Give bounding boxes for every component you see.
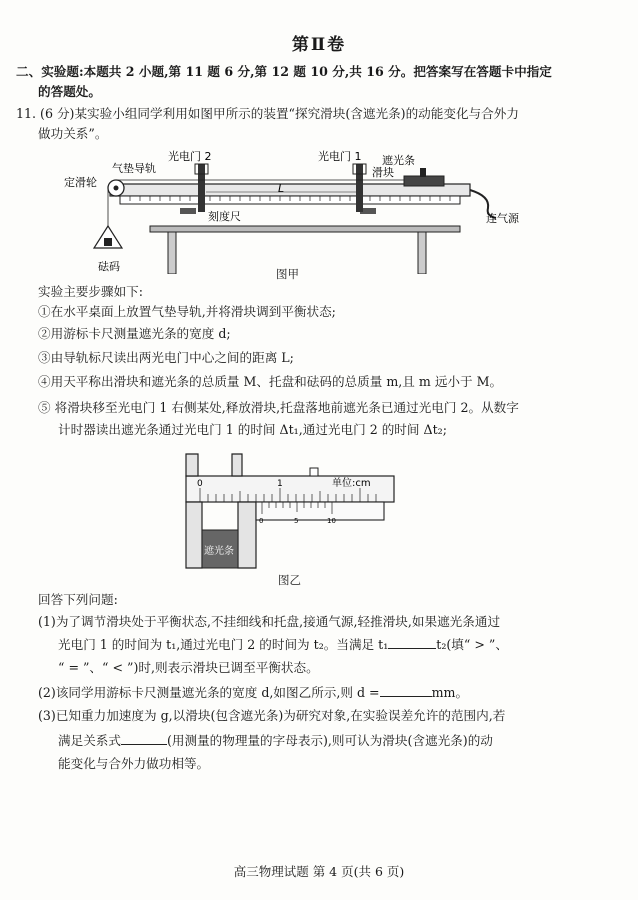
label-gate1: 光电门 1 [318,150,362,163]
label-shade: 遮光条 [382,154,415,167]
vernier-label-10: 10 [327,517,336,525]
photogate-1 [356,164,363,212]
sub3-part1: 满足关系式 [58,733,121,748]
caliper-unit: 单位:cm [332,478,371,489]
main-scale-label-0: 0 [197,479,203,489]
step-3: ③由导轨标尺读出两光电门中心之间的距离 L; [38,350,294,365]
fig1-caption: 图甲 [276,267,299,281]
label-ruler: 刻度尺 [208,210,241,223]
sub3-blank[interactable] [121,730,167,745]
figure-caliper [160,450,400,572]
shade-strip [420,168,426,177]
steps-title: 实验主要步骤如下: [38,284,143,299]
caliper-vernier [256,502,384,520]
sub1-line2-part1: 光电门 1 的时间为 t₁,通过光电门 2 的时间为 t₂。当满足 t₁ [58,637,389,652]
sub3-line2 [58,730,493,751]
step-2: ②用游标卡尺测量遮光条的宽度 d; [38,326,231,341]
sub1-line3: “ = ”、“ < ”)时,则表示滑块已调至平衡状态。 [58,660,319,675]
sub1-blank[interactable] [388,634,436,649]
main-scale-label-1: 1 [277,479,283,489]
answer-title: 回答下列问题: [38,592,118,607]
table-leg-left [168,232,176,274]
sub2-part1: (2)该同学用游标卡尺测量遮光条的宽度 d,如图乙所示,则 d = [38,685,380,700]
sub3-line3: 能变化与合外力做功相等。 [58,756,210,771]
figure-apparatus [50,146,570,274]
label-air-track: 气垫导轨 [112,162,156,175]
vernier-label-5: 5 [294,517,299,525]
sub1-line1: (1)为了调节滑块处于平衡状态,不挂细线和托盘,接通气源,轻推滑块,如果遮光条通过 [38,614,501,629]
photogate-2 [198,164,205,212]
label-pulley: 定滑轮 [64,176,97,189]
sub2-blank[interactable] [380,682,432,697]
slider [404,176,444,186]
step-4: ④用天平称出滑块和遮光条的总质量 M、托盘和砝码的总质量 m,且 m 远小于 M。 [38,374,503,389]
sub3-part2: (用测量的物理量的字母表示),则可认为滑块(含遮光条)的动 [166,733,493,748]
sub1-line2 [58,634,508,655]
sub3-line1: (3)已知重力加速度为 g,以滑块(包含遮光条)为研究对象,在实验误差允许的范围内,若 [38,708,506,723]
label-gate2: 光电门 2 [168,150,212,163]
step-1: ①在水平桌面上放置气垫导轨,并将滑块调到平衡状态; [38,304,336,319]
fig2-caption: 图乙 [278,573,301,587]
section2-heading-line2: 的答题处。 [38,84,101,99]
section-title: 第Ⅱ卷 [291,35,347,55]
sub2-line [38,682,468,703]
q11-intro-line2: 做功关系”。 [38,126,108,141]
table-leg-right [418,232,426,274]
page-footer: 高三物理试题 第 4 页(共 6 页) [233,864,405,879]
label-L: L [278,182,285,195]
step-5-line1: ⑤ 将滑块移至光电门 1 右侧某处,释放滑块,托盘落地前遮光条已通过光电门 2。从数字 [38,400,519,415]
caliper-fixed-jaw [186,454,202,568]
label-weights: 砝码 [98,260,120,273]
label-air-source: 连气源 [486,212,519,225]
vernier-label-0: 0 [259,517,264,525]
table-top [150,226,460,232]
section2-heading-line1: 二、实验题:本题共 2 小题,第 11 题 6 分,第 12 题 10 分,共 16 分。把答案写在答题卡中指定 [16,64,552,79]
caliper-shade-label: 遮光条 [204,546,234,557]
step-5-line2: 计时器读出遮光条通过光电门 1 的时间 Δt₁,通过光电门 2 的时间 Δt₂; [58,422,447,437]
sub1-line2-part2: t₂(填“ > ”、 [436,637,508,652]
q11-intro-line1: 11. (6 分)某实验小组同学利用如图甲所示的装置“探究滑块(含遮光条)的动能变化与合外力 [16,106,519,121]
label-slider: 滑块 [372,166,394,179]
sub2-part2: mm。 [431,685,469,700]
